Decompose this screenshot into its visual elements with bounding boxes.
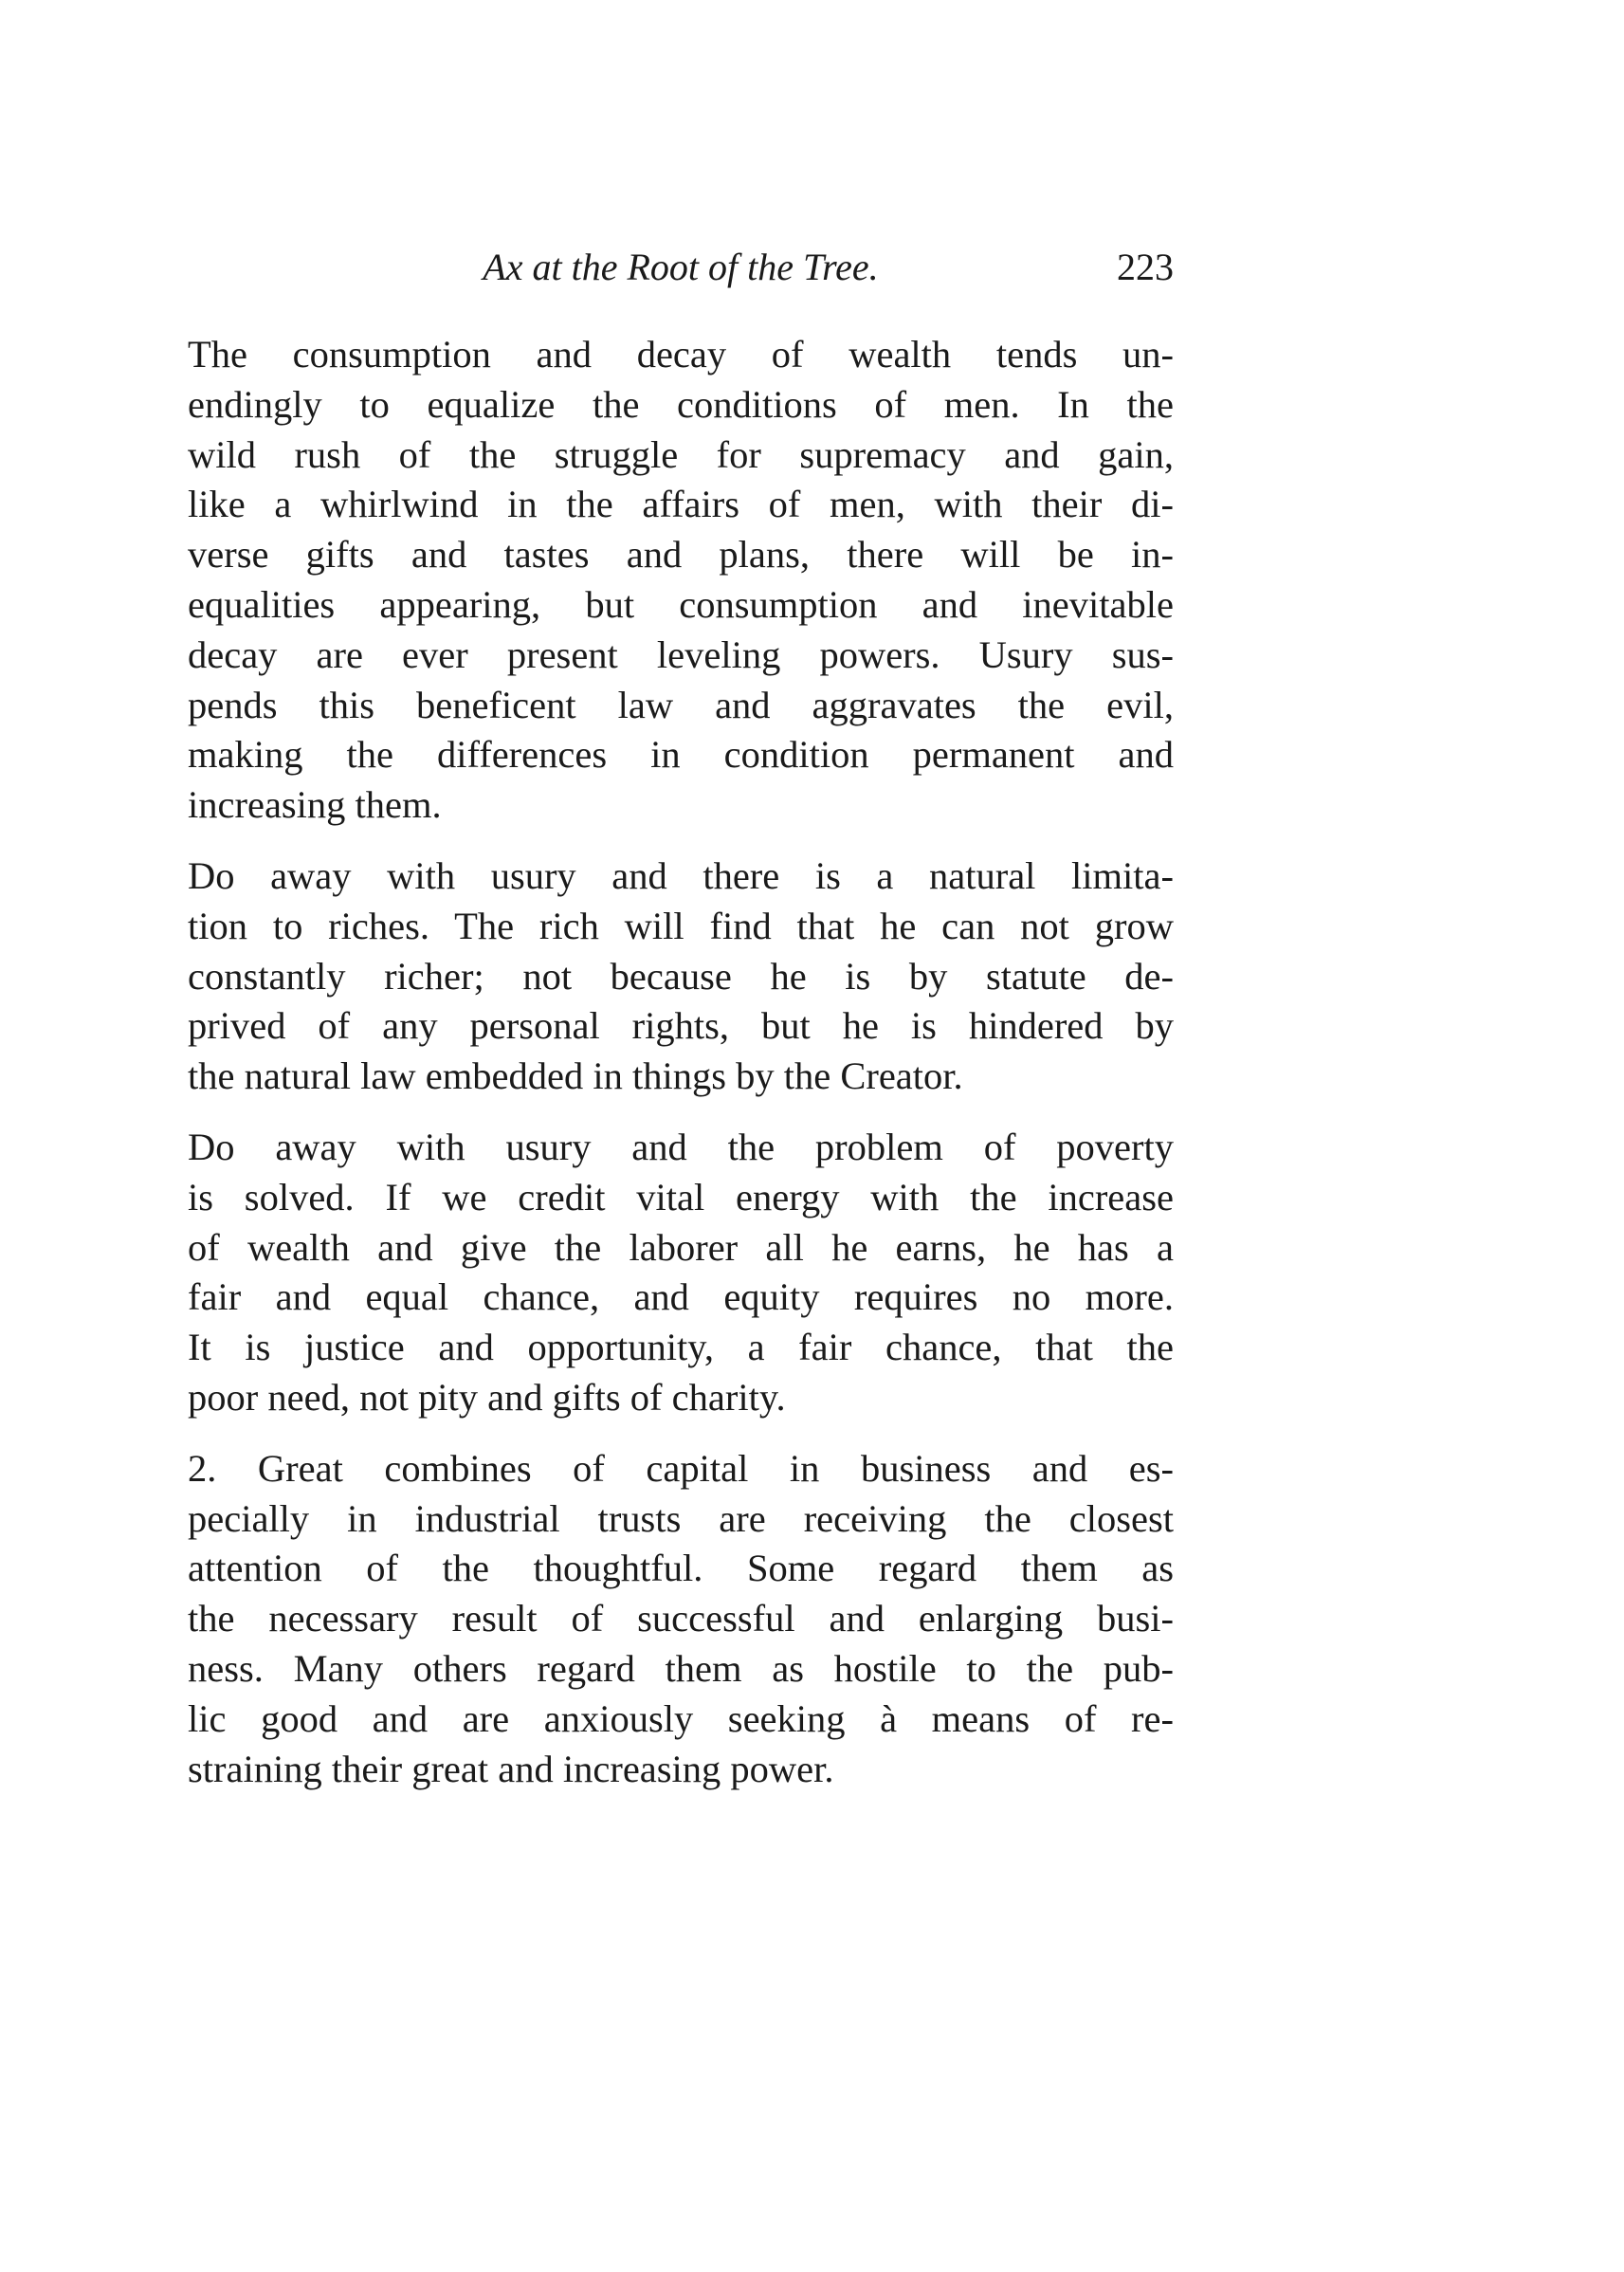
running-title: Ax at the Root of the Tree. xyxy=(483,246,879,288)
text-line: attention of the thoughtful. Some regard them as xyxy=(188,1547,1174,1590)
text-line: verse gifts and tastes and plans, there will be in- xyxy=(188,533,1174,577)
text-line: lic good and are anxiously seeking à means of re- xyxy=(188,1696,1174,1740)
text-line: ness. Many others regard them as hostile to the pub- xyxy=(188,1646,1174,1690)
running-head xyxy=(188,239,1174,296)
text-line: prived of any personal rights, but he is hindered by xyxy=(188,1004,1174,1048)
text-line: wild rush of the struggle for supremacy and gain, xyxy=(188,432,1174,476)
text-line: tion to riches. The rich will find that he can not grow xyxy=(188,904,1174,947)
text-line: increasing them. xyxy=(188,783,442,827)
text-line: is solved. If we credit vital energy with the increase xyxy=(188,1175,1174,1218)
text-line: poor need, not pity and gifts of charity. xyxy=(188,1375,786,1419)
text-line: It is justice and opportunity, a fair chance, that the xyxy=(188,1326,1174,1369)
text-line: decay are ever present leveling powers. Usury sus- xyxy=(188,632,1174,676)
text-line: making the differences in condition permanent and xyxy=(188,733,1174,777)
text-line: fair and equal chance, and equity requires no more. xyxy=(188,1275,1174,1319)
text-line: 2. Great combines of capital in business and es- xyxy=(188,1446,1174,1490)
text-line: pends this beneficent law and aggravates the evil, xyxy=(188,683,1174,726)
paragraph-4 xyxy=(188,1444,1174,1795)
page-number: 223 xyxy=(1117,246,1174,288)
text-line: Do away with usury and there is a natural limita- xyxy=(188,853,1174,897)
text-line: the necessary result of successful and enlarging busi- xyxy=(188,1597,1174,1640)
paragraph-2 xyxy=(188,852,1174,1102)
text-line: equalities appearing, but consumption and inevitable xyxy=(188,582,1174,626)
text-line: Do away with usury and the problem of poverty xyxy=(188,1125,1174,1168)
text-line: pecially in industrial trusts are receiving the closest xyxy=(188,1496,1174,1540)
text-line: like a whirlwind in the affairs of men, with their di- xyxy=(188,483,1174,526)
body-text xyxy=(188,330,1174,1815)
paragraph-3 xyxy=(188,1123,1174,1423)
text-line: straining their great and increasing power. xyxy=(188,1747,834,1790)
text-line: endingly to equalize the conditions of men. In the xyxy=(188,382,1174,426)
text-line: of wealth and give the laborer all he earns, he has a xyxy=(188,1225,1174,1269)
text-line: the natural law embedded in things by the Creator. xyxy=(188,1054,963,1098)
text-line: constantly richer; not because he is by statute de- xyxy=(188,954,1174,998)
text-line: The consumption and decay of wealth tends un- xyxy=(188,333,1174,376)
paragraph-1 xyxy=(188,330,1174,831)
